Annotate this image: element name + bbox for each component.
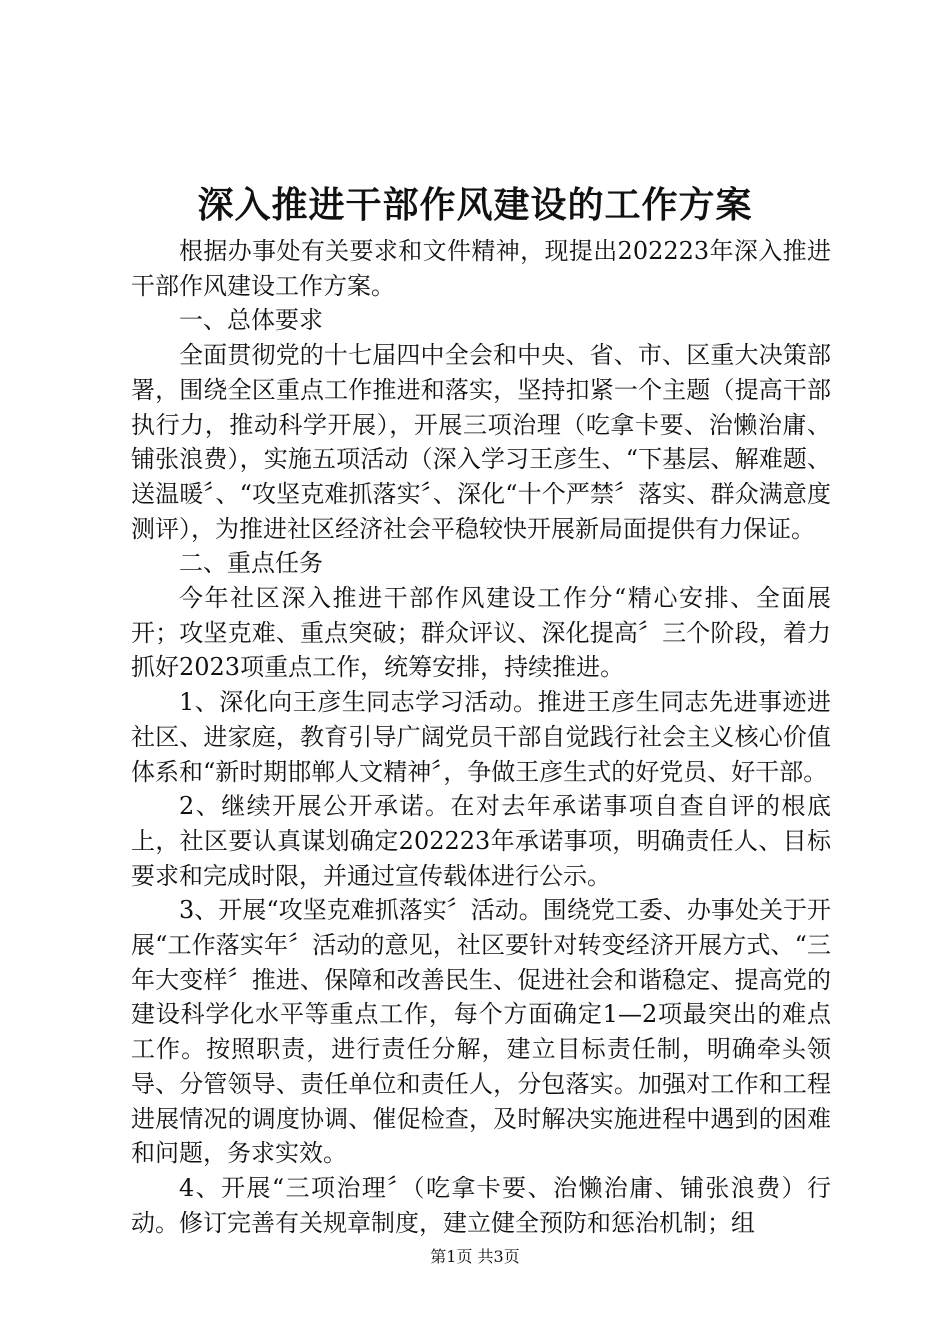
paragraph-task-2: 2、继续开展公开承诺。在对去年承诺事项自查自评的根底上，社区要认真谋划确定202223年承诺事项，明确责任人、目标要求和完成时限，并通过宣传载体进行公示。 (131, 792, 831, 890)
paragraph-overall-requirements: 全面贯彻党的十七届四中全会和中央、省、市、区重大决策部署，围绕全区重点工作推进和落实，坚持扣紧一个主题（提高干部执行力，推动科学开展），开展三项治理（吃拿卡要、治懒治庸、铺张浪费），实施五项活动（深入学习王彦生、“下基层、解难题、送温暖〞、“攻坚克难抓落实〞、深化“十个严禁〞落实、群众满意度测评），为推进社区经济社会平稳较快开展新局面提供有力保证。 (131, 341, 831, 543)
paragraph-task-4: 4、开展“三项治理〞（吃拿卡要、治懒治庸、铺张浪费）行动。修订完善有关规章制度，建立健全预防和惩治机制；组 (131, 1173, 831, 1237)
paragraph-intro: 根据办事处有关要求和文件精神，现提出202223年深入推进干部作风建设工作方案。 (131, 237, 831, 300)
page-footer: 第1页 共3页 (430, 1247, 520, 1266)
paragraph-task-3: 3、开展“攻坚克难抓落实〞活动。围绕党工委、办事处关于开展“工作落实年〞活动的意见，社区要针对转变经济开展方式、“三年大变样〞推进、保障和改善民生、促进社会和谐稳定、提高党的建设科学化水平等重点工作，每个方面确定1—2项最突出的难点工作。按照职责，进行责任分解，建立目标责任制，明确牵头领导、分管领导、责任单位和责任人，分包落实。加强对工作和工程进展情况的调度协调、催促检查，及时解决实施进程中遇到的困难和问题，务求实效。 (131, 896, 831, 1168)
section-heading-overall-requirements: 一、总体要求 (179, 306, 323, 335)
section-heading-key-tasks: 二、重点任务 (179, 549, 323, 578)
document-body (131, 234, 831, 1240)
paragraph-task-1: 1、深化向王彦生同志学习活动。推进王彦生同志先进事迹进社区、进家庭，教育引导广阔党员干部自觉践行社会主义核心价值体系和“新时期邯郸人文精神〞，争做王彦生式的好党员、好干部。 (131, 688, 831, 786)
paragraph-key-tasks: 今年社区深入推进干部作风建设工作分“精心安排、全面展开；攻坚克难、重点突破；群众评议、深化提高〞三个阶段，着力抓好2023项重点工作，统筹安排，持续推进。 (131, 584, 831, 682)
document-title: 深入推进干部作风建设的工作方案 (197, 184, 753, 226)
